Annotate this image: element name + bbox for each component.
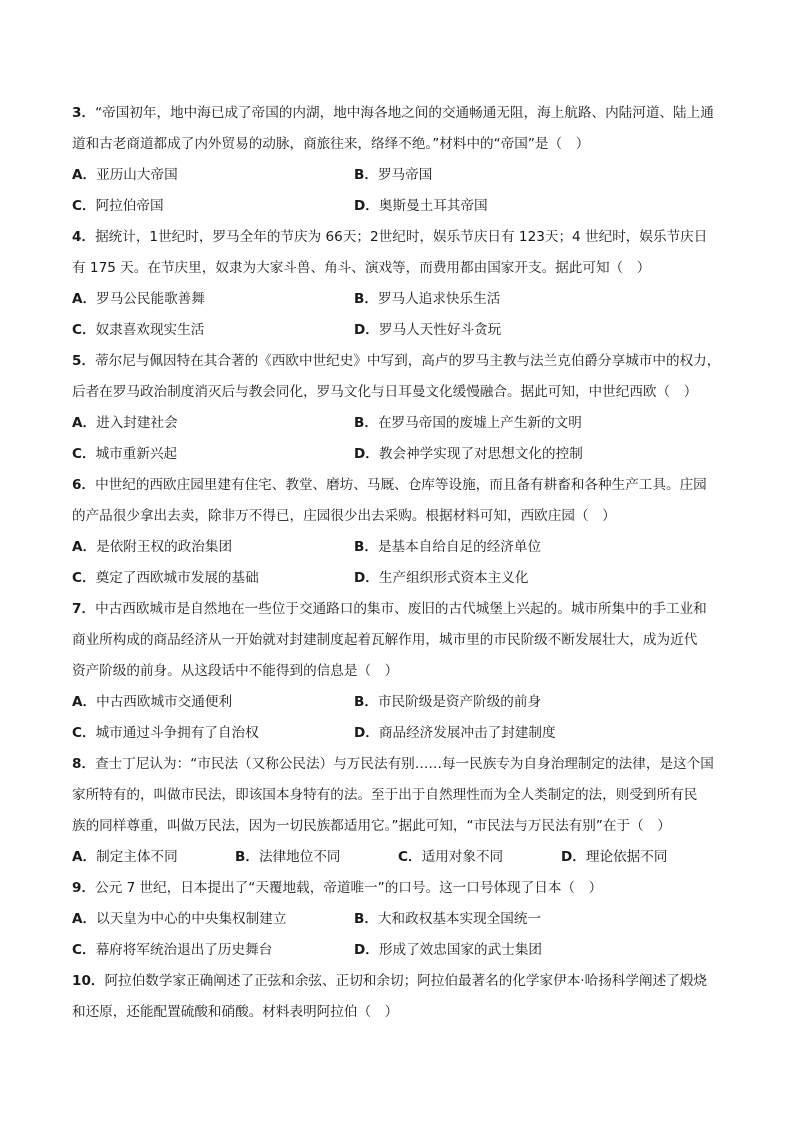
question-stem-line xyxy=(72,129,724,160)
question-number: 6． xyxy=(72,477,96,493)
question-number: 4． xyxy=(72,229,96,245)
options-row xyxy=(72,687,724,718)
option-key: A． xyxy=(72,694,97,710)
option-key: D． xyxy=(561,849,586,865)
options-row xyxy=(72,935,724,966)
question-8 xyxy=(72,749,724,873)
option-key: B． xyxy=(235,849,259,865)
options-row xyxy=(72,160,724,191)
question-number: 9． xyxy=(72,880,96,896)
question-number: 7． xyxy=(72,601,96,617)
option-d[interactable] xyxy=(354,935,636,966)
question-number: 3． xyxy=(72,105,96,121)
option-text: 罗马人追求快乐生活 xyxy=(377,291,501,307)
question-stem-line xyxy=(72,811,724,842)
option-text: 市民阶级是资产阶级的前身 xyxy=(377,694,542,710)
option-text: 法律地位不同 xyxy=(258,849,341,865)
option-c[interactable] xyxy=(72,935,354,966)
option-a[interactable] xyxy=(72,842,235,873)
option-text: 罗马帝国 xyxy=(377,167,433,183)
options-row xyxy=(72,842,724,873)
question-number: 5． xyxy=(72,353,96,369)
question-stem-text: 中世纪的西欧庄园里建有住宅、教堂、磨坊、马厩、仓库等设施，而且备有耕畜和各种生产工具。庄园 xyxy=(95,477,707,493)
option-a[interactable] xyxy=(72,687,354,718)
option-text: 制定主体不同 xyxy=(96,849,178,865)
question-9 xyxy=(72,873,724,966)
question-stem-text: 道和古老商道都成了内外贸易的动脉，商旅往来，络绎不绝。”材料中的“帝国”是（ ） xyxy=(72,136,590,152)
question-stem-line xyxy=(72,966,724,997)
option-c[interactable] xyxy=(72,718,354,749)
question-6 xyxy=(72,470,724,594)
option-key: A． xyxy=(72,911,97,927)
option-text: 亚历山大帝国 xyxy=(96,167,178,183)
question-stem-text: 和还原，还能配置硫酸和硝酸。材料表明阿拉伯（ ） xyxy=(72,1004,399,1020)
option-text: 幕府将军统治退出了历史舞台 xyxy=(95,942,273,958)
option-c[interactable] xyxy=(72,191,354,222)
question-stem-line xyxy=(72,873,724,904)
question-stem-line xyxy=(72,470,724,501)
question-stem-line xyxy=(72,997,724,1028)
question-3 xyxy=(72,98,724,222)
question-5 xyxy=(72,346,724,470)
question-stem-text: “帝国初年，地中海已成了帝国的内湖，地中海各地之间的交通畅通无阻，海上航路、内陆河道、陆上通 xyxy=(95,105,714,121)
option-key: D． xyxy=(354,322,379,338)
question-4 xyxy=(72,222,724,346)
option-text: 是基本自给自足的经济单位 xyxy=(377,539,542,555)
question-stem-text: 阿拉伯数学家正确阐述了正弦和余弦、正切和余切；阿拉伯最著名的化学家伊本·哈扬科学阐述了煅烧 xyxy=(104,973,707,989)
options-row xyxy=(72,408,724,439)
option-b[interactable] xyxy=(354,687,636,718)
option-key: C． xyxy=(72,322,96,338)
option-c[interactable] xyxy=(72,439,354,470)
options-row xyxy=(72,284,724,315)
option-text: 形成了效忠国家的武士集团 xyxy=(378,942,543,958)
option-text: 适用对象不同 xyxy=(421,849,504,865)
option-text: 进入封建社会 xyxy=(96,415,178,431)
option-a[interactable] xyxy=(72,904,354,935)
option-key: C． xyxy=(398,849,422,865)
option-key: D． xyxy=(354,725,379,741)
option-b[interactable] xyxy=(354,160,636,191)
option-text: 在罗马帝国的废墟上产生新的文明 xyxy=(377,415,582,431)
option-key: D． xyxy=(354,942,379,958)
options-row xyxy=(72,315,724,346)
question-stem-line xyxy=(72,656,724,687)
option-text: 城市重新兴起 xyxy=(95,446,178,462)
question-stem-line xyxy=(72,222,724,253)
question-stem-text: 蒂尔尼与佩因特在其合著的《西欧中世纪史》中写到，高卢的罗马主教与法兰克伯爵分享城市中的权力， xyxy=(95,353,721,369)
question-number: 8． xyxy=(72,756,96,772)
options-row xyxy=(72,718,724,749)
option-c[interactable] xyxy=(72,315,354,346)
option-text: 奥斯曼土耳其帝国 xyxy=(378,198,488,214)
option-key: C． xyxy=(72,446,96,462)
question-stem-text: 有 175 天。在节庆里，奴隶为大家斗兽、角斗、演戏等，而费用都由国家开支。据此可知（ ） xyxy=(72,260,651,276)
option-text: 奠定了西欧城市发展的基础 xyxy=(95,570,259,586)
option-d[interactable] xyxy=(354,439,636,470)
option-key: D． xyxy=(354,570,379,586)
option-text: 阿拉伯帝国 xyxy=(95,198,164,214)
options-row xyxy=(72,191,724,222)
question-stem-text: 的产品很少拿出去卖，除非万不得已，庄园很少出去采购。根据材料可知，西欧庄园（ ） xyxy=(72,508,616,524)
question-10 xyxy=(72,966,724,1028)
option-key: D． xyxy=(354,198,379,214)
option-key: C． xyxy=(72,570,96,586)
option-key: C． xyxy=(72,198,96,214)
option-key: A． xyxy=(72,291,97,307)
options-row xyxy=(72,532,724,563)
option-key: A． xyxy=(72,167,97,183)
option-key: B． xyxy=(354,291,378,307)
option-text: 中古西欧城市交通便利 xyxy=(96,694,233,710)
option-key: A． xyxy=(72,415,97,431)
question-stem-text: 中古西欧城市是自然地在一些位于交通路口的集市、废旧的古代城堡上兴起的。城市所集中的手工业和 xyxy=(95,601,707,617)
options-row xyxy=(72,904,724,935)
question-stem-text: 公元 7 世纪，日本提出了“天覆地载，帝道唯一”的口号。这一口号体现了日本（ ） xyxy=(95,880,603,896)
question-stem-line xyxy=(72,98,724,129)
option-text: 奴隶喜欢现实生活 xyxy=(95,322,205,338)
question-stem-text: 商业所构成的商品经济从一开始就对封建制度起着瓦解作用，城市里的市民阶级不断发展壮大，成为近代 xyxy=(72,632,698,648)
option-key: B． xyxy=(354,539,378,555)
option-d[interactable] xyxy=(354,315,636,346)
question-stem-line xyxy=(72,749,724,780)
options-row xyxy=(72,439,724,470)
option-key: B． xyxy=(354,911,378,927)
question-stem-text: 查士丁尼认为：“市民法（又称公民法）与万民法有别……每一民族专为自身治理制定的法律，是这个国 xyxy=(95,756,714,772)
option-b[interactable] xyxy=(354,408,636,439)
option-text: 是依附王权的政治集团 xyxy=(96,539,233,555)
question-stem-line xyxy=(72,594,724,625)
option-d[interactable] xyxy=(354,191,636,222)
options-row xyxy=(72,563,724,594)
question-stem-line xyxy=(72,346,724,377)
question-stem-text: 族的同样尊重，叫做万民法，因为一切民族都适用它。”据此可知，“市民法与万民法有别”在于（ ） xyxy=(72,818,671,834)
question-stem-text: 资产阶级的前身。从这段话中不能得到的信息是（ ） xyxy=(72,663,399,679)
option-key: A． xyxy=(72,539,97,555)
option-b[interactable] xyxy=(354,904,636,935)
option-text: 罗马人天性好斗贪玩 xyxy=(378,322,502,338)
option-a[interactable] xyxy=(72,160,354,191)
option-a[interactable] xyxy=(72,284,354,315)
option-b[interactable] xyxy=(354,284,636,315)
question-stem-text: 家所特有的，叫做市民法，即该国本身特有的法。至于出于自然理性而为全人类制定的法，则受到所有民 xyxy=(72,787,698,803)
option-text: 理论依据不同 xyxy=(585,849,668,865)
option-d[interactable] xyxy=(354,563,636,594)
option-a[interactable] xyxy=(72,532,354,563)
option-key: B． xyxy=(354,167,378,183)
option-key: B． xyxy=(354,694,378,710)
option-text: 商品经济发展冲击了封建制度 xyxy=(378,725,556,741)
question-stem-line xyxy=(72,501,724,532)
question-number: 10． xyxy=(72,973,105,989)
option-text: 罗马公民能歌善舞 xyxy=(96,291,205,307)
option-c[interactable] xyxy=(72,563,354,594)
exam-page xyxy=(72,98,724,1028)
question-stem-text: 后者在罗马政治制度消灭后与教会同化，罗马文化与日耳曼文化缓慢融合。据此可知，中世纪西欧（ ） xyxy=(72,384,698,400)
option-key: A． xyxy=(72,849,97,865)
question-stem-line xyxy=(72,625,724,656)
option-d[interactable] xyxy=(561,842,724,873)
option-key: D． xyxy=(354,446,379,462)
option-b[interactable] xyxy=(354,532,636,563)
question-stem-line xyxy=(72,780,724,811)
question-stem-text: 据统计，1世纪时，罗马全年的节庆为 66天；2世纪时，娱乐节庆日有 123天；4 世纪时，娱乐节庆日 xyxy=(95,229,708,245)
option-text: 以天皇为中心的中央集权制建立 xyxy=(96,911,287,927)
option-a[interactable] xyxy=(72,408,354,439)
question-7 xyxy=(72,594,724,749)
option-key: C． xyxy=(72,725,96,741)
option-text: 生产组织形式资本主义化 xyxy=(378,570,529,586)
question-stem-line xyxy=(72,377,724,408)
option-b[interactable] xyxy=(235,842,398,873)
option-d[interactable] xyxy=(354,718,636,749)
option-key: C． xyxy=(72,942,96,958)
question-stem-line xyxy=(72,253,724,284)
option-c[interactable] xyxy=(398,842,561,873)
option-key: B． xyxy=(354,415,378,431)
option-text: 城市通过斗争拥有了自治权 xyxy=(95,725,259,741)
option-text: 教会神学实现了对思想文化的控制 xyxy=(378,446,583,462)
option-text: 大和政权基本实现全国统一 xyxy=(377,911,542,927)
